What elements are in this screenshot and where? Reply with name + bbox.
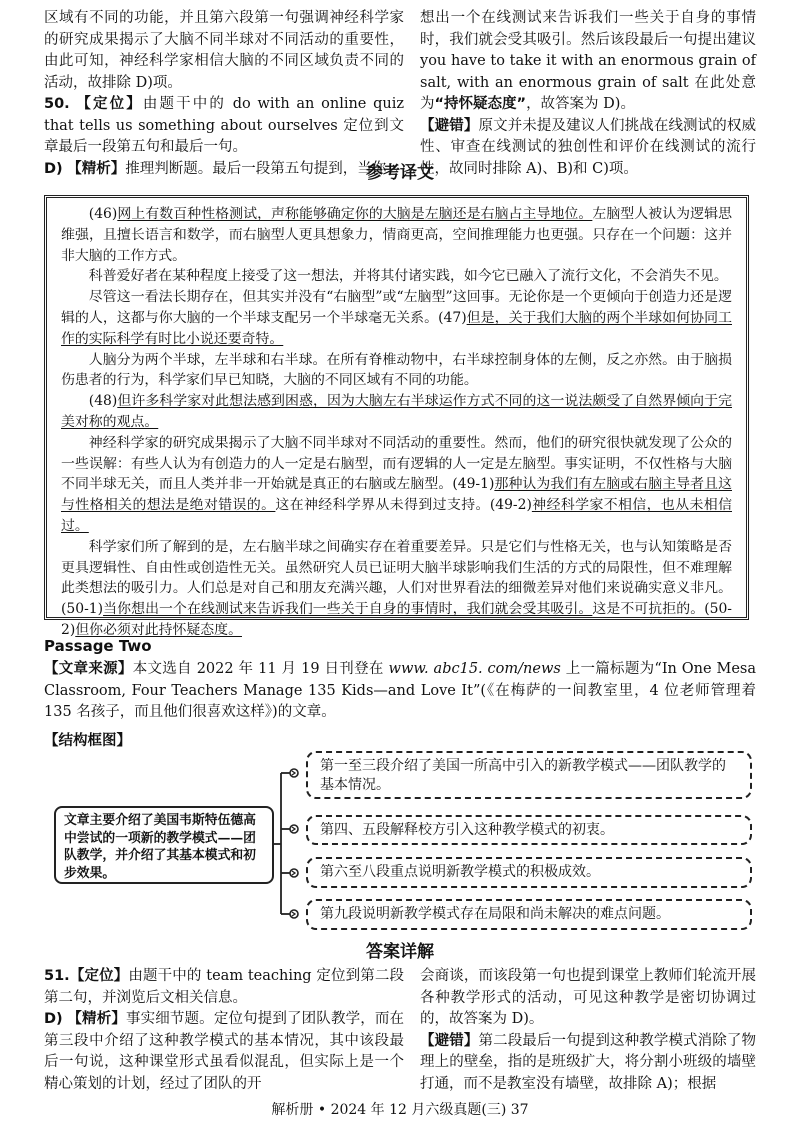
q51-avoid-text: 第二段最后一句提到这种教学模式消除了物理上的壁垒，指的是班级扩大，将分割小班级的墙壁打通，而不是教室没有墙壁，故排除 A)；根据	[420, 1032, 757, 1092]
q50-analysis-label: 【精析】	[67, 160, 126, 177]
underlined-sentence-48: 但许多科学家对此想法感到困惑，因为大脑左右半球运作方式不同的这一说法颇受了自然界倾向于完美对称的观点。	[61, 393, 732, 430]
article-source-label: 【文章来源】	[44, 661, 133, 677]
answers-right-column	[420, 966, 756, 1095]
q50-avoid-text: 原文并未提及建议人们挑战在线测试的权威性、审查在线测试的独创性和评价在线测试的流行性，故同时排除 A)、B)和 C)项。	[420, 117, 757, 177]
page-footer: 解析册 • 2024 年 12 月六级真题(三) 37	[271, 1102, 529, 1118]
q51-analysis-label: 【精析】	[67, 1011, 126, 1027]
translation-heading: 参考译文	[366, 163, 434, 183]
answers-heading: 答案详解	[366, 942, 434, 962]
q50-avoid-label: 【避错】	[420, 117, 479, 134]
q51-analysis-text: 事实细节题。定位句提到了团队教学，而在第三段中介绍了这种教学模式的基本情况，其中该段最后一句说，这种课堂形式虽看似混乱，但实际上是一个精心策划的计划，经过了团队的开	[44, 1011, 405, 1092]
q50-number: 50.	[44, 96, 70, 112]
underlined-sentence-50-2: 但你必须对此持怀疑态度。	[75, 621, 242, 638]
q51-avoid	[420, 1031, 756, 1096]
translation-p7-text: 科学家们所了解到的是，左右脑半球之间确实存在着重要差异。只是它们与性格无关，也与认知策略是否更具逻辑性、自由性或创造性无关。虽然研究人员已证明大脑半球影响我们生活的方式的局限性，但不难理解此类想法的吸引力。人们总是对自己和朋友充满兴趣，人们对世界看法的细微差异对他们来说确实意义非凡。(50-1)	[61, 538, 732, 618]
q51-location-label: 【定位】	[69, 968, 129, 984]
structure-main-idea: 文章主要介绍了美国韦斯特伍德高中尝试的一项新的教学模式——团队教学，并介绍了其基本模式和初步效果。	[54, 806, 274, 884]
answers-left-column	[44, 966, 404, 1095]
q50-location-text: 由题干中的 do with an online quiz that tells us something about ourselves 定位到文章最后一段第五句和最后一句。	[44, 96, 405, 155]
structure-item-1: 第一至三段介绍了美国一所高中引入的新教学模式——团队教学的基本情况。	[306, 751, 752, 799]
q50-conclusion: ，故答案为 D)。	[526, 96, 635, 112]
q51-location	[44, 966, 404, 1009]
q51-analysis	[44, 1009, 404, 1095]
structure-frame-label: 【结构框图】	[44, 733, 131, 749]
translation-p6-text: 神经科学家的研究成果揭示了大脑不同半球对不同活动的重要性。然而，他们的研究很快就发现了公众的一些误解：有些人认为有创造力的人一定是右脑型，而有逻辑的人一定是左脑型。事实证明，不仅性格与大脑不同半球无关，而且人类并非一开始就是真正的右脑或左脑型。(49-1)	[61, 434, 732, 493]
underlined-sentence-50-1: 当你想出一个在线测试来告诉我们一些关于自身的事情时，我们就会受其吸引。	[103, 601, 593, 618]
translation-p7-mid: 这是不可抗拒的。(50-2)	[61, 601, 732, 638]
passage-two-title: Passage Two	[44, 637, 152, 655]
article-source-url: www. abc15. com/news	[388, 661, 561, 677]
underlined-sentence-46: 网上有数百种性格测试，声称能够确定你的大脑是左脑还是右脑占主导地位。	[117, 206, 593, 222]
q51-location-text: 由题干中的 team teaching 定位到第二段第二句，并浏览后文相关信息。	[44, 968, 404, 1006]
translation-p3-text: 尽管这一看法长期存在，但其实并没有“右脑型”或“左脑型”这回事。无论你是一个更倾向于创造力还是逻辑的人，这都与你大脑的一个半球支配另一个半球毫无关系。(47)	[61, 289, 732, 326]
connector-arrow-3	[281, 866, 301, 880]
translation-p6-mid: 这在神经科学界从未得到过支持。(49-2)	[275, 497, 532, 514]
article-source-text: 本文选自 2022 年 11 月 19 日刊登在	[132, 661, 389, 677]
translation-paragraph-2: 科普爱好者在某种程度上接受了这一想法，并将其付诸实践，如今它已融入了流行文化，不会消失不见。	[88, 268, 728, 285]
structure-item-2: 第四、五段解释校方引入这种教学模式的初衷。	[306, 815, 752, 845]
marker-46: (46)	[88, 206, 118, 222]
underlined-sentence-49-1: 那种认为我们有左脑或右脑主导者且这与性格相关的想法是绝对错误的。	[61, 476, 732, 514]
article-source-title: 上一篇标题为“In One Mesa Classroom, Four Teachers Manage 135 Kids—and Love It”(《在梅萨的一间教室里，4 位老师管理着 135 名孩子，而且他们很喜欢这样》)的文章。	[44, 661, 756, 720]
translation-p1-rest: 左脑型人被认为逻辑思维强，且擅长语言和数学，而右脑型人更具想象力，情商更高，空间推理能力也更强。只存在一个问题：这并非大脑的工作方式。	[61, 206, 732, 264]
translation-paragraph-4: 人脑分为两个半球，左半球和右半球。在所有脊椎动物中，右半球控制身体的左侧，反之亦然。由于脑损伤患者的行为，科学家们早已知晓，大脑的不同区域有不同的功能。	[61, 351, 732, 389]
q50-location-label: 【定位】	[76, 96, 143, 112]
underlined-sentence-49-2: 神经科学家不相信，也从未相信过。	[61, 497, 732, 534]
connector-arrow-1	[281, 766, 301, 780]
q51-answer: D)	[44, 1011, 63, 1027]
structure-item-4: 第九段说明新教学模式存在局限和尚未解决的难点问题。	[306, 899, 752, 930]
connector-arrow-2	[281, 822, 301, 836]
q50-answer: D)	[44, 160, 63, 177]
structure-item-3: 第六至八段重点说明新教学模式的积极成效。	[306, 857, 752, 888]
q50-analysis-cont-text: 想出一个在线测试来告诉我们一些关于自身的事情时，我们就会受其吸引。然后该段最后一句提出建议 you have to take it with an enormous grain of salt, with an enormous grain of salt 在此处意为	[420, 10, 756, 112]
q49-analysis-tail: 区域有不同的功能，并且第六段第一句强调神经科学家的研究成果揭示了大脑不同半球对不同活动的重要性，由此可知，神经科学家相信大脑的不同区域负责不同的活动，故排除 D)项。	[44, 10, 404, 91]
q51-avoid-label: 【避错】	[420, 1032, 479, 1049]
q51-number: 51.	[44, 968, 70, 984]
q50-key-phrase: “持怀疑态度”	[434, 96, 527, 112]
q50-analysis-text: 推理判断题。最后一段第五句提到，当你	[125, 160, 387, 177]
underlined-sentence-47: 但是，关于我们大脑的两个半球如何协同工作的实际科学有时比小说还要奇特。	[61, 309, 732, 347]
marker-48: (48)	[88, 393, 118, 410]
q51-analysis-continued: 会商谈，而该段第一句也提到课堂上教师们轮流开展各种教学形式的活动，可见这种教学是密切协调过的，故答案为 D)。	[420, 968, 756, 1027]
connector-arrow-4	[281, 907, 301, 921]
